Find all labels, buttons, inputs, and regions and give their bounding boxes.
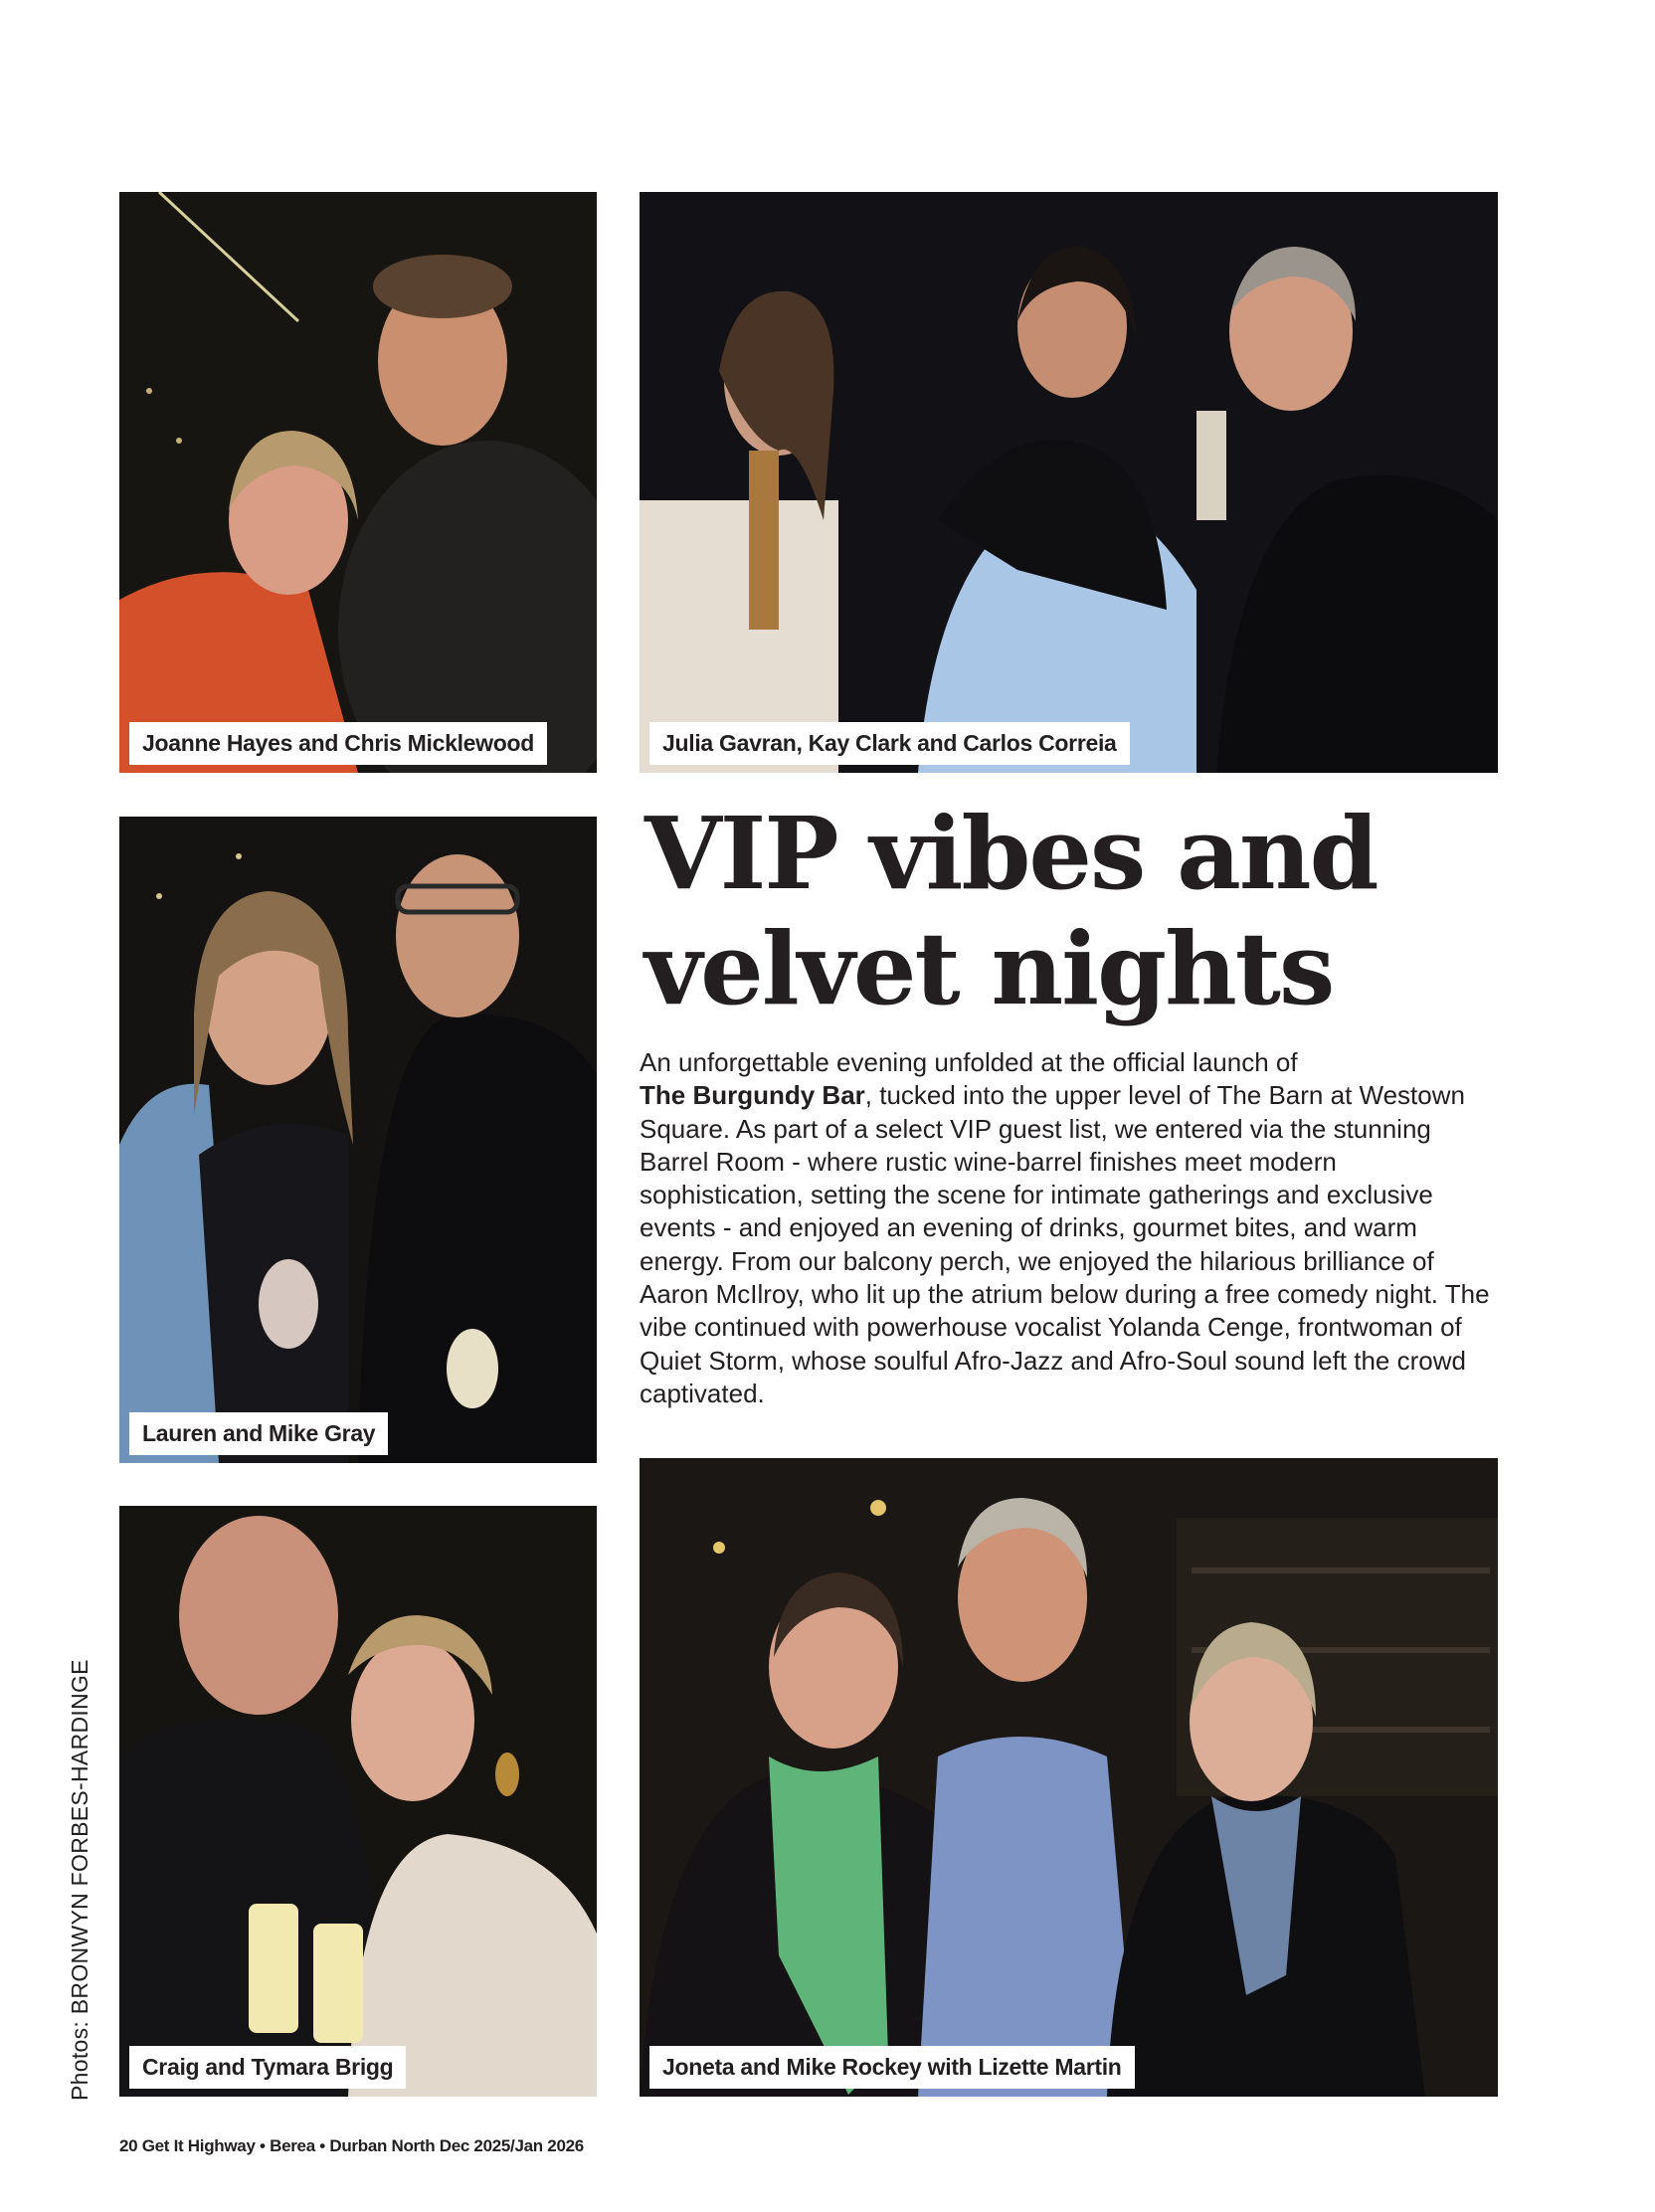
- article-body: [640, 1046, 1501, 1410]
- photo-image: [119, 817, 597, 1463]
- article-headline: [644, 796, 1500, 1026]
- photo-caption: Craig and Tymara Brigg: [129, 2046, 406, 2089]
- photo-joanne-chris: [119, 192, 597, 773]
- photo-image: [640, 192, 1498, 773]
- photo-image: [119, 1506, 597, 2097]
- photo-caption: Joanne Hayes and Chris Micklewood: [129, 722, 547, 765]
- body-text: , tucked into the upper level of The Barn at Westown Square. As part of a select VIP guest list, we entered via the stunning Barrel Room - where rustic wine-barrel finishes meet modern sophistication, setting the scene for intimate gatherings and exclusive events - and enjoyed an evening of drinks, gourmet bites, and warm energy. From our balcony perch, we enjoyed the hilarious brilliance of Aaron McIlroy, who lit up the atrium below during a free comedy night. The vibe continued with powerhouse vocalist Yolanda Cenge, frontwoman of Quiet Storm, whose soulful Afro-Jazz and Afro-Soul sound left the crowd captivated.: [640, 1080, 1490, 1408]
- headline-line-1: VIP vibes and: [644, 795, 1378, 912]
- photo-caption: Joneta and Mike Rockey with Lizette Martin: [649, 2046, 1135, 2089]
- photo-caption: Julia Gavran, Kay Clark and Carlos Correia: [649, 722, 1130, 765]
- photo-caption: Lauren and Mike Gray: [129, 1412, 388, 1455]
- page-footer: 20 Get It Highway • Berea • Durban North Dec 2025/Jan 2026: [119, 2136, 584, 2155]
- photo-image: [119, 192, 597, 773]
- photo-lauren-mike: [119, 817, 597, 1463]
- venue-name: The Burgundy Bar: [640, 1080, 865, 1111]
- photo-joneta-mike-lizette: [640, 1458, 1498, 2097]
- photo-craig-tymara: [119, 1506, 597, 2097]
- body-intro: An unforgettable evening unfolded at the official launch of: [640, 1047, 1298, 1077]
- photo-image: [640, 1458, 1498, 2097]
- photo-julia-kay-carlos: [640, 192, 1498, 773]
- headline-line-2: velvet nights: [644, 910, 1334, 1027]
- photo-credit: Photos: BRONWYN FORBES-HARDINGE: [67, 1659, 92, 2101]
